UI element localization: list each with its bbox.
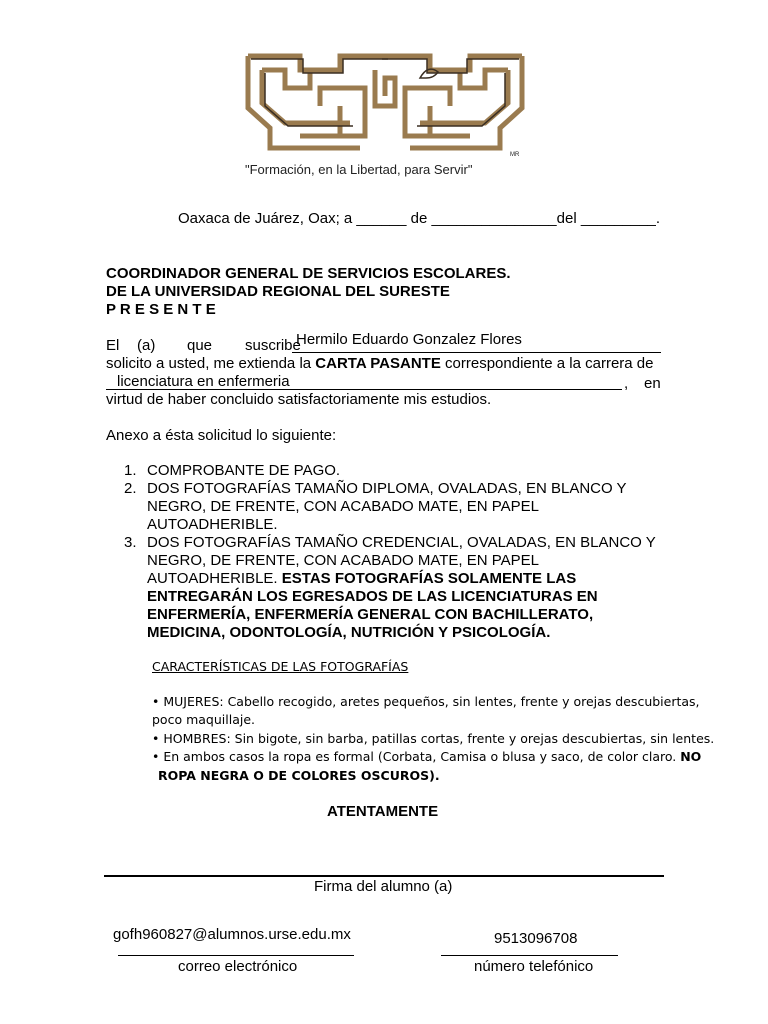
closing-atentamente: ATENTAMENTE bbox=[327, 803, 439, 820]
body-word-que: que bbox=[187, 337, 213, 354]
body-word-a: (a) bbox=[137, 337, 156, 354]
annex-item-2-line-3: AUTOADHERIBLE. bbox=[147, 516, 278, 533]
email-label: correo electrónico bbox=[178, 958, 298, 975]
student-email: gofh960827@alumnos.urse.edu.mx bbox=[113, 926, 351, 943]
signature-line bbox=[104, 875, 664, 877]
annex-item-3-line-6: MEDICINA, ODONTOLOGÍA, NUTRICIÓN Y PSICOLOGÍA. bbox=[147, 624, 551, 641]
university-logo bbox=[240, 48, 530, 180]
career-underline bbox=[106, 389, 622, 390]
annex-item-1-number: 1. bbox=[124, 462, 137, 479]
university-motto: "Formación, en la Libertad, para Servir" bbox=[245, 162, 473, 177]
body-line-4: virtud de haber concluido satisfactoriamente mis estudios. bbox=[106, 391, 492, 408]
annex-item-3-line-4: ENTREGARÁN LOS EGRESADOS DE LAS LICENCIATURAS EN bbox=[147, 588, 598, 605]
photo-specs-both-line-2: ROPA NEGRA O DE COLORES OSCUROS). bbox=[158, 768, 440, 783]
body-word-el: El bbox=[106, 337, 120, 354]
annex-item-3-line-5: ENFERMERÍA, ENFERMERÍA GENERAL CON BACHILLERATO, bbox=[147, 606, 594, 623]
phone-label: número telefónico bbox=[474, 958, 594, 975]
student-name: Hermilo Eduardo Gonzalez Flores bbox=[296, 331, 522, 348]
career-name: licenciatura en enfermeria bbox=[117, 373, 290, 390]
name-underline bbox=[292, 352, 661, 353]
annex-item-3-number: 3. bbox=[124, 534, 137, 551]
registered-mark: MR bbox=[510, 152, 520, 158]
body-line-2: solicito a usted, me extienda la CARTA PASANTE correspondiente a la carrera de bbox=[106, 355, 654, 372]
email-underline bbox=[118, 955, 354, 956]
annex-intro: Anexo a ésta solicitud lo siguiente: bbox=[106, 427, 337, 444]
body-word-en: en bbox=[644, 375, 661, 392]
student-phone: 9513096708 bbox=[494, 930, 578, 947]
annex-item-3-line-3: AUTOADHERIBLE. ESTAS FOTOGRAFÍAS SOLAMENTE LAS bbox=[147, 570, 577, 587]
body-word-suscribe: suscribe bbox=[245, 337, 301, 354]
photo-specs-title: CARACTERÍSTICAS DE LAS FOTOGRAFÍAS bbox=[152, 659, 409, 674]
annex-item-2-line-1: DOS FOTOGRAFÍAS TAMAÑO DIPLOMA, OVALADAS, EN BLANCO Y bbox=[147, 480, 627, 497]
photo-specs-both-line-1: • En ambos casos la ropa es formal (Corbata, Camisa o blusa y saco, de color claro. NO bbox=[152, 749, 702, 764]
annex-item-1-text: COMPROBANTE DE PAGO. bbox=[147, 462, 341, 479]
phone-underline bbox=[441, 955, 618, 956]
annex-item-2-number: 2. bbox=[124, 480, 137, 497]
photo-specs-women-line-2: poco maquillaje. bbox=[152, 712, 255, 727]
date-line: Oaxaca de Juárez, Oax; a ______ de _______________del _________. bbox=[178, 210, 661, 227]
annex-item-2-line-2: NEGRO, DE FRENTE, CON ACABADO MATE, EN PAPEL bbox=[147, 498, 540, 515]
recipient-line-2: DE LA UNIVERSIDAD REGIONAL DEL SURESTE bbox=[106, 283, 450, 300]
annex-item-3-line-2: NEGRO, DE FRENTE, CON ACABADO MATE, EN PAPEL bbox=[147, 552, 540, 569]
signature-label: Firma del alumno (a) bbox=[314, 878, 453, 895]
photo-specs-women-line-1: • MUJERES: Cabello recogido, aretes pequeños, sin lentes, frente y orejas descubiertas, bbox=[152, 694, 700, 709]
recipient-line-1: COORDINADOR GENERAL DE SERVICIOS ESCOLARES. bbox=[106, 265, 511, 282]
annex-item-3-line-1: DOS FOTOGRAFÍAS TAMAÑO CREDENCIAL, OVALADAS, EN BLANCO Y bbox=[147, 534, 656, 551]
career-comma: , bbox=[624, 375, 629, 392]
photo-specs-men: • HOMBRES: Sin bigote, sin barba, patillas cortas, frente y orejas descubiertas, sin lentes. bbox=[152, 731, 715, 746]
recipient-line-3: P R E S E N T E bbox=[106, 301, 216, 318]
carta-pasante-text: CARTA PASANTE bbox=[315, 355, 441, 372]
